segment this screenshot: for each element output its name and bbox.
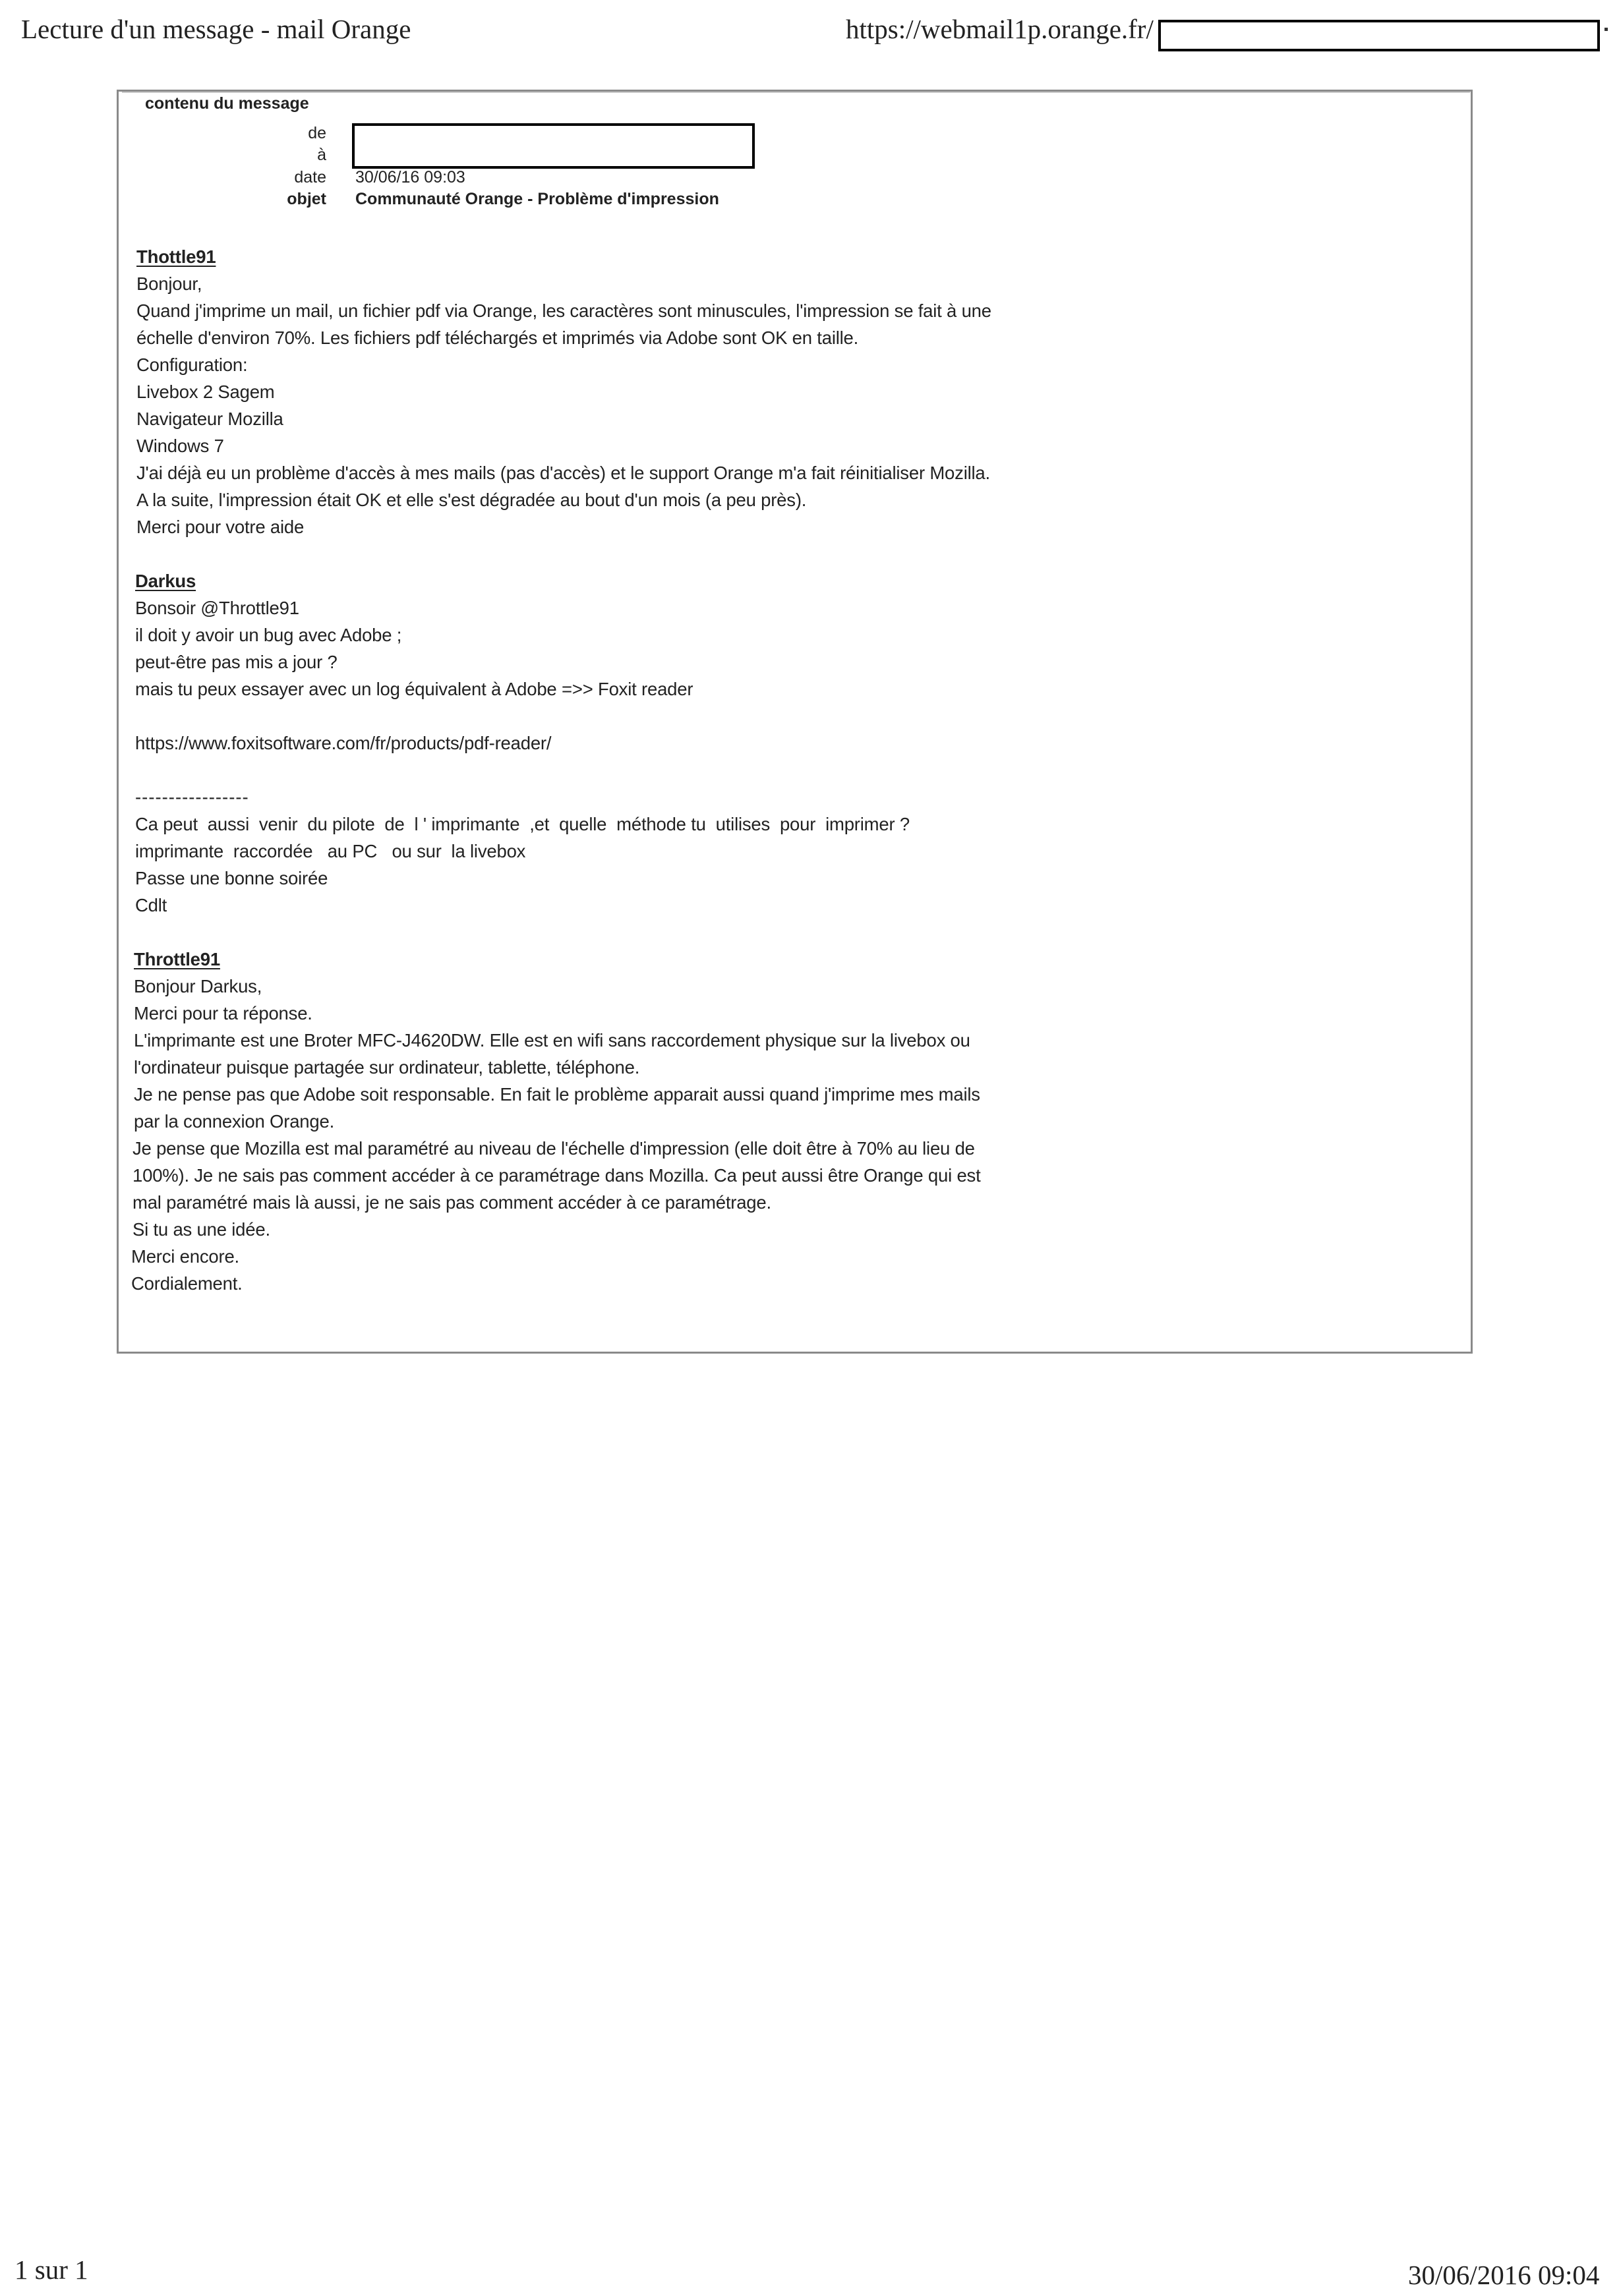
address-redaction-box <box>352 123 755 169</box>
post-line: Bonsoir @Throttle91 <box>135 598 299 618</box>
post-line: A la suite, l'impression était OK et elle s'est dégradée au bout d'un mois (a peu près). <box>136 490 807 510</box>
post-line: L'imprimante est une Broter MFC-J4620DW. Elle est en wifi sans raccordement physique sur la livebox ou <box>134 1030 970 1050</box>
post-line: J'ai déjà eu un problème d'accès à mes mails (pas d'accès) et le support Orange m'a fait réinitialiser Mozilla. <box>136 463 990 483</box>
post-line: Je ne pense pas que Adobe soit responsable. En fait le problème apparait aussi quand j'imprime mes mails <box>134 1084 980 1105</box>
page-url: https://webmail1p.orange.fr/ <box>846 14 1154 44</box>
post-line: Passe une bonne soirée <box>135 868 328 888</box>
message-section-title: contenu du message <box>145 94 309 113</box>
post-line: Merci pour ta réponse. <box>134 1003 312 1023</box>
url-tail-dot <box>1604 28 1608 31</box>
post-line: Navigateur Mozilla <box>136 409 283 429</box>
frame-divider <box>122 92 1470 93</box>
post-line: Bonjour Darkus, <box>134 976 262 996</box>
post-link[interactable]: https://www.foxitsoftware.com/fr/products/pdf-reader/ <box>135 733 552 753</box>
post-author[interactable]: Thottle91 <box>136 246 216 267</box>
post-line: Configuration: <box>136 355 248 375</box>
post-line: 100%). Je ne sais pas comment accéder à ce paramétrage dans Mozilla. Ca peut aussi être Orange qui est <box>132 1165 981 1186</box>
date-label: date <box>294 168 326 187</box>
post-line: Si tu as une idée. <box>132 1219 270 1240</box>
post-line: Cordialement. <box>131 1273 243 1294</box>
page-count: 1 sur 1 <box>15 2254 88 2285</box>
post-line: mais tu peux essayer avec un log équivalent à Adobe =>> Foxit reader <box>135 679 693 699</box>
post-line: Je pense que Mozilla est mal paramétré au niveau de l'échelle d'impression (elle doit être à 70% au lieu de <box>132 1138 975 1159</box>
post-line: imprimante raccordée au PC ou sur la livebox <box>135 841 526 861</box>
post-line: Ca peut aussi venir du pilote de l ' imprimante ,et quelle méthode tu utilises pour imprimer ? <box>135 814 910 834</box>
post-line: échelle d'environ 70%. Les fichiers pdf téléchargés et imprimés via Adobe sont OK en taille. <box>136 328 859 348</box>
post-line: Livebox 2 Sagem <box>136 382 275 402</box>
message-date: 30/06/16 09:03 <box>355 168 465 187</box>
page-title: Lecture d'un message - mail Orange <box>21 14 411 44</box>
post-line: Merci encore. <box>131 1246 239 1267</box>
post-author[interactable]: Darkus <box>135 571 196 591</box>
post-line: Bonjour, <box>136 273 202 294</box>
to-label: à <box>317 146 326 164</box>
post-author[interactable]: Throttle91 <box>134 949 220 969</box>
post-line: Cdlt <box>135 895 167 915</box>
post-line: peut-être pas mis a jour ? <box>135 652 338 672</box>
post-separator: ----------------- <box>135 787 249 807</box>
url-redaction-box <box>1158 20 1600 51</box>
post-line: Merci pour votre aide <box>136 517 305 537</box>
message-frame <box>117 90 1473 1354</box>
message-subject: Communauté Orange - Problème d'impression <box>355 190 719 208</box>
post-line: par la connexion Orange. <box>134 1111 335 1132</box>
post-line: Windows 7 <box>136 436 224 456</box>
subject-label: objet <box>287 190 326 208</box>
print-datetime: 30/06/2016 09:04 <box>1408 2260 1600 2290</box>
from-label: de <box>308 124 326 142</box>
post-line: l'ordinateur puisque partagée sur ordinateur, tablette, téléphone. <box>134 1057 640 1077</box>
post-line: il doit y avoir un bug avec Adobe ; <box>135 625 402 645</box>
post-line: Quand j'imprime un mail, un fichier pdf via Orange, les caractères sont minuscules, l'impression se fait à une <box>136 301 991 321</box>
post-line: mal paramétré mais là aussi, je ne sais pas comment accéder à ce paramétrage. <box>132 1192 771 1213</box>
